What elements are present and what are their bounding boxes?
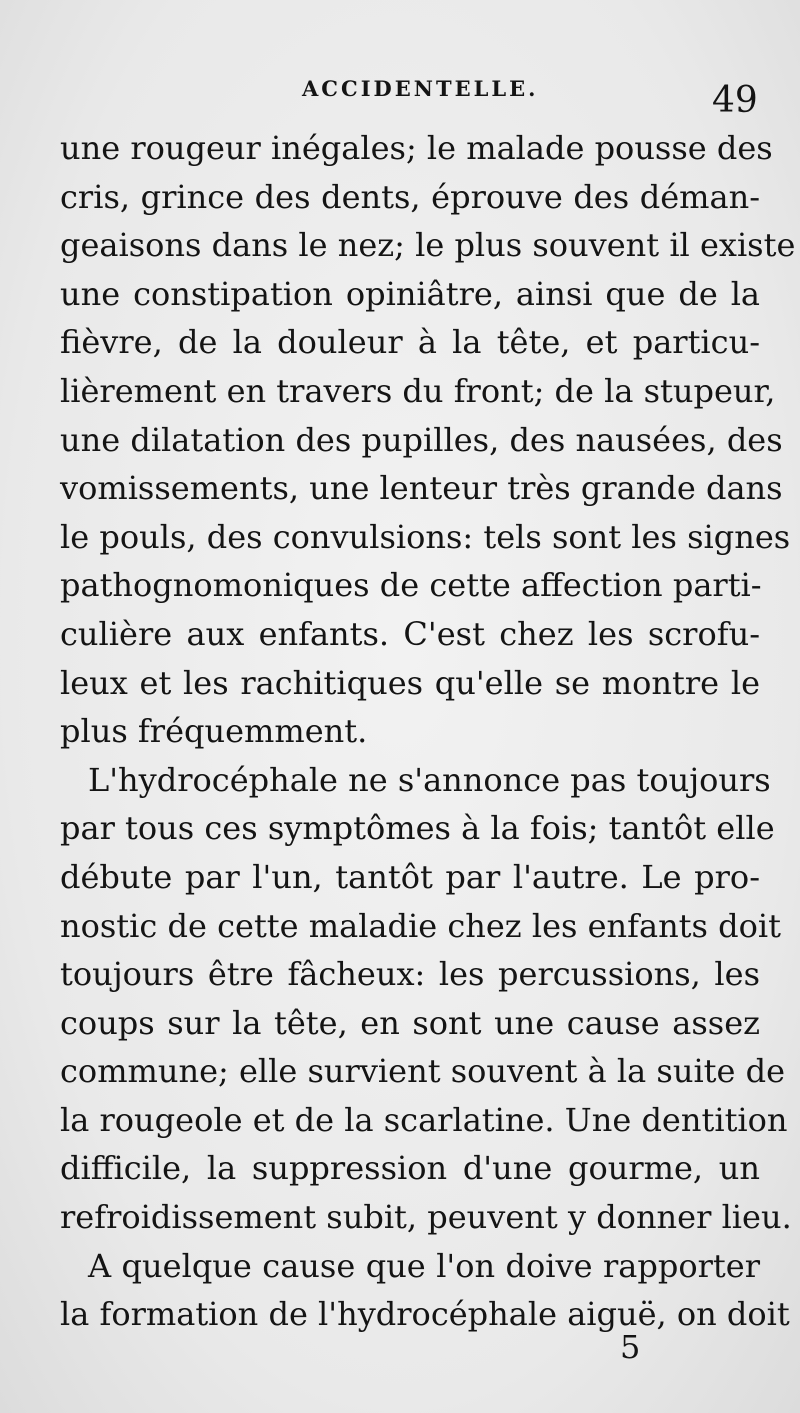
- text-line: une dilatation des pupilles, des nausées, des: [60, 420, 783, 459]
- text-line: toujours être fâcheux: les percussions, les: [60, 955, 760, 994]
- text-line: une rougeur inégales; le malade pousse des: [60, 129, 773, 167]
- text-line: coups sur la tête, en sont une cause assez: [60, 1003, 760, 1042]
- text-line: pathognomoniques de cette affection parti-: [60, 566, 762, 605]
- paragraph-end-line: plus fréquemment.: [60, 712, 368, 751]
- paragraph-start-line: L'hydrocéphale ne s'annonce pas toujours: [88, 760, 771, 799]
- text-line: commune; elle survient souvent à la suite de: [60, 1052, 786, 1091]
- text-line: vomissements, une lenteur très grande dans: [60, 469, 783, 508]
- signature-mark: 5: [620, 1328, 641, 1366]
- paragraph-start-line: A quelque cause que l'on doive rapporter: [88, 1246, 760, 1285]
- text-line: fièvre, de la douleur à la tête, et particu-: [60, 323, 760, 362]
- text-line: leux et les rachitiques qu'elle se montre le: [60, 663, 760, 702]
- text-line: nostic de cette maladie chez les enfants doit: [60, 906, 781, 945]
- text-line: geaisons dans le nez; le plus souvent il existe: [60, 226, 796, 265]
- running-head: ACCIDENTELLE.: [302, 76, 539, 101]
- text-line: cris, grince des dents, éprouve des déman-: [60, 177, 760, 216]
- text-line: débute par l'un, tantôt par l'autre. Le pro-: [60, 857, 760, 896]
- text-line: la formation de l'hydrocéphale aiguë, on doit: [60, 1295, 790, 1334]
- text-line: culière aux enfants. C'est chez les scrofu-: [60, 614, 760, 653]
- text-line: la rougeole et de la scarlatine. Une dentition: [60, 1100, 788, 1139]
- text-line: difficile, la suppression d'une gourme, un: [60, 1149, 760, 1188]
- text-line: refroidissement subit, peuvent y donner lieu.: [60, 1198, 792, 1237]
- text-line: par tous ces symptômes à la fois; tantôt elle: [60, 809, 775, 848]
- text-line: une constipation opiniâtre, ainsi que de la: [60, 274, 760, 313]
- body-text: [60, 124, 796, 1339]
- page-number: 49: [712, 80, 758, 121]
- text-line: lièrement en travers du front; de la stupeur,: [60, 371, 776, 410]
- text-line: le pouls, des convulsions: tels sont les signes: [60, 517, 791, 556]
